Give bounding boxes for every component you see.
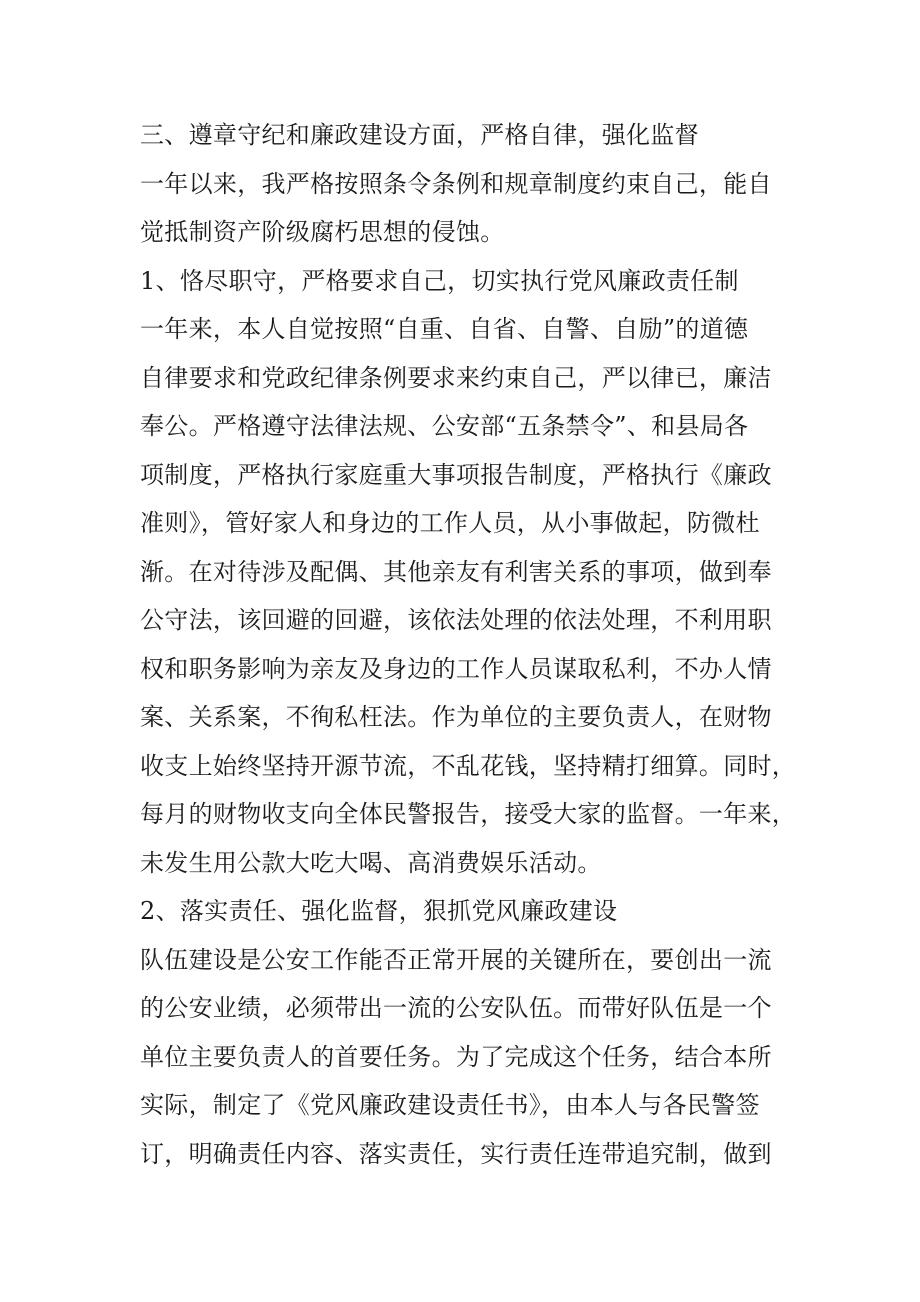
paragraph-line: 权和职务影响为亲友及身边的工作人员谋取私利，不办人情 <box>140 654 772 683</box>
paragraph-line: 实际，制定了《党风廉政建设责任书》，由本人与各民警签 <box>140 1091 760 1119</box>
paragraph-line: 自律要求和党政纪律条例要求来约束自己，严以律已，廉洁 <box>140 363 772 392</box>
paragraph-line: 觉抵制资产阶级腐朽思想的侵蚀。 <box>140 218 505 246</box>
paragraph-line: 队伍建设是公安工作能否正常开展的关键所在，要创出一流 <box>140 945 772 974</box>
document-body <box>140 111 797 1178</box>
paragraph-line: 收支上始终坚持开源节流，不乱花钱，坚持精打细算。同时， <box>140 751 797 780</box>
subsection-heading: 2、落实责任、强化监督，狠抓党风廉政建设 <box>140 897 618 925</box>
paragraph-line: 每月的财物收支向全体民警报告，接受大家的监督。一年来， <box>140 800 797 828</box>
paragraph-line: 奉公。严格遵守法律法规、公安部“五条禁令”、和县局各 <box>140 412 749 440</box>
paragraph-line: 渐。在对待涉及配偶、其他亲友有利害关系的事项，做到奉 <box>140 557 772 586</box>
paragraph-line: 项制度，严格执行家庭重大事项报告制度，严格执行《廉政 <box>140 460 772 489</box>
paragraph-line: 一年以来，我严格按照条令条例和规章制度约束自己，能自 <box>140 169 772 198</box>
paragraph-line: 一年来，本人自觉按照“自重、自省、自警、自励”的道德 <box>140 315 749 343</box>
paragraph-line: 公守法，该回避的回避，该依法处理的依法处理，不利用职 <box>140 606 772 634</box>
section-heading: 三、遵章守纪和廉政建设方面，严格自律，强化监督 <box>140 121 699 149</box>
paragraph-line: 单位主要负责人的首要任务。为了完成这个任务，结合本所 <box>140 1042 772 1071</box>
paragraph-line: 未发生用公款大吃大喝、高消费娱乐活动。 <box>140 848 602 877</box>
subsection-heading: 1、恪尽职守，严格要求自己，切实执行党风廉政责任制 <box>140 266 739 295</box>
paragraph-line: 案、关系案，不徇私枉法。作为单位的主要负责人，在财物 <box>140 703 772 731</box>
paragraph-line: 的公安业绩，必须带出一流的公安队伍。而带好队伍是一个 <box>140 994 772 1022</box>
paragraph-line: 准则》，管好家人和身边的工作人员，从小事做起，防微杜 <box>140 509 760 537</box>
paragraph-line: 订，明确责任内容、落实责任，实行责任连带追究制，做到 <box>140 1139 772 1168</box>
